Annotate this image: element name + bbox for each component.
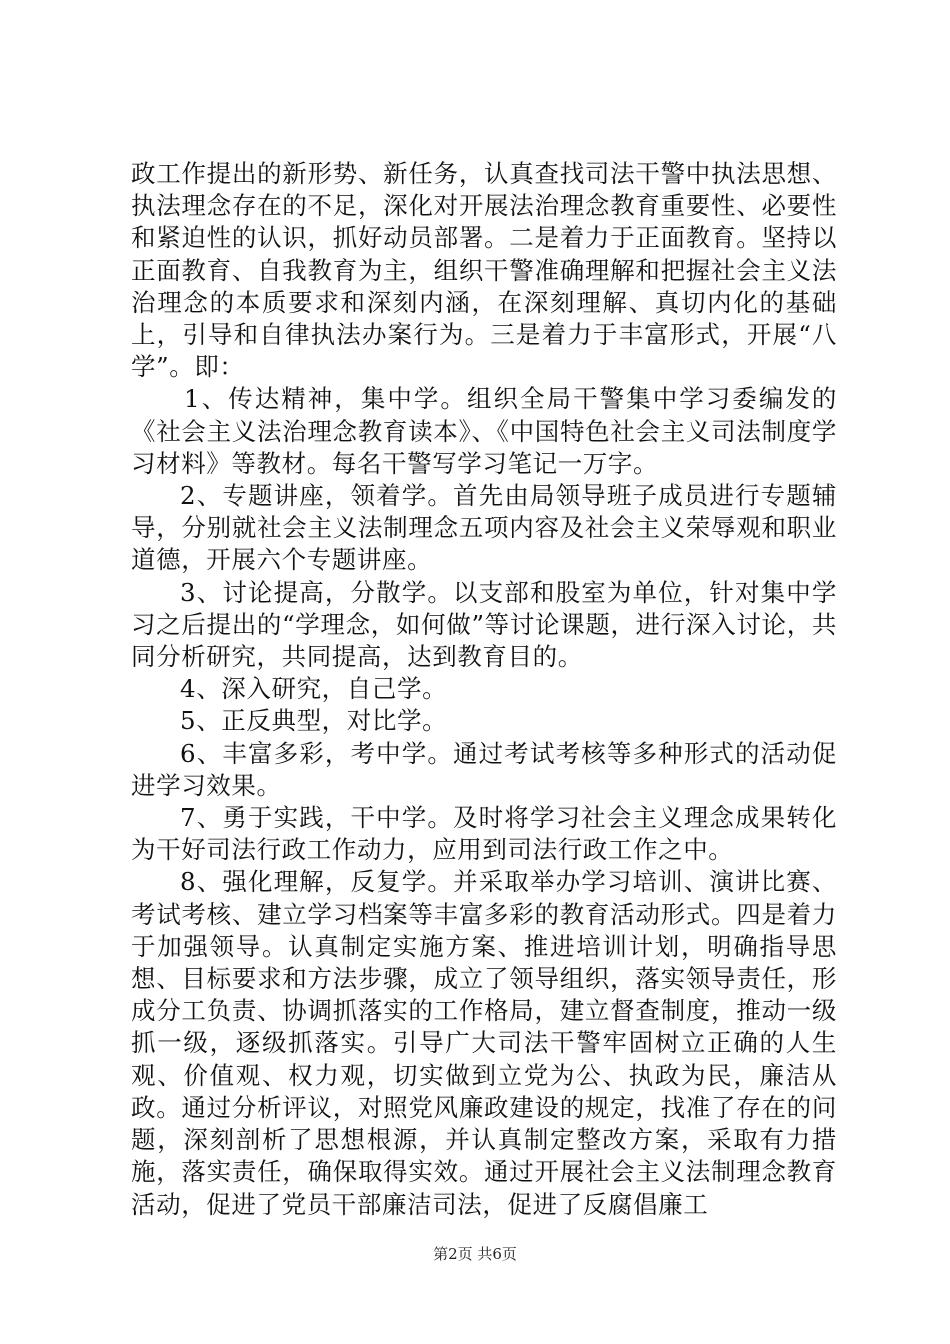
paragraph-item-4: 4、深入研究，自己学。 [180, 674, 448, 704]
paragraph-item-7: 7、勇于实践，干中学。及时将学习社会主义理念成果转化为干好司法行政工作动力，应用到司法行政工作之中。 [131, 803, 837, 865]
page-number: 第2页 共6页 [433, 1245, 517, 1263]
paragraph-item-2: 2、专题讲座，领着学。首先由局领导班子成员进行专题辅导，分别就社会主义法制理念五项内容及社会主义荣辱观和职业道德，开展六个专题讲座。 [131, 481, 837, 575]
paragraph-item-8: 8、强化理解，反复学。并采取举办学习培训、演讲比赛、考试考核、建立学习档案等丰富多彩的教育活动形式。四是着力于加强领导。认真制定实施方案、推进培训计划，明确指导思想、目标要求和方法步骤，成立了领导组织，落实领导责任，形成分工负责、协调抓落实的工作格局，建立督查制度，推动一级抓一级，逐级抓落实。引导广大司法干警牢固树立正确的人生观、价值观、权力观，切实做到立党为公、执政为民，廉洁从政。通过分析评议，对照党风廉政建设的规定，找准了存在的问题，深刻剖析了思想根源，并认真制定整改方案，采取有力措施，落实责任，确保取得实效。通过开展社会主义法制理念教育活动，促进了党员干部廉洁司法，促进了反腐倡廉工 [131, 867, 837, 1219]
paragraph-item-6: 6、丰富多彩，考中学。通过考试考核等多种形式的活动促进学习效果。 [131, 738, 837, 800]
paragraph-continuation: 政工作提出的新形势、新任务，认真查找司法干警中执法思想、执法理念存在的不足，深化对开展法治理念教育重要性、必要性和紧迫性的认识，抓好动员部署。二是着力于正面教育。坚持以正面教育、自我教育为主，组织干警准确理解和把握社会主义法治理念的本质要求和深刻内涵，在深刻理解、真切内化的基础上，引导和自律执法办案行为。三是着力于丰富形式，开展“八学”。即： [131, 159, 837, 382]
paragraph-item-5: 5、正反典型，对比学。 [180, 706, 448, 736]
page-footer [0, 1243, 950, 1264]
document-body [131, 158, 837, 1221]
paragraph-item-1: 1、传达精神，集中学。组织全局干警集中学习委编发的《社会主义法治理念教育读本》、《中国特色社会主义司法制度学习材料》等教材。每名干警写学习笔记一万字。 [131, 384, 837, 478]
paragraph-item-3: 3、讨论提高，分散学。以支部和股室为单位，针对集中学习之后提出的“学理念，如何做”等讨论课题，进行深入讨论，共同分析研究，共同提高，达到教育目的。 [131, 577, 837, 672]
